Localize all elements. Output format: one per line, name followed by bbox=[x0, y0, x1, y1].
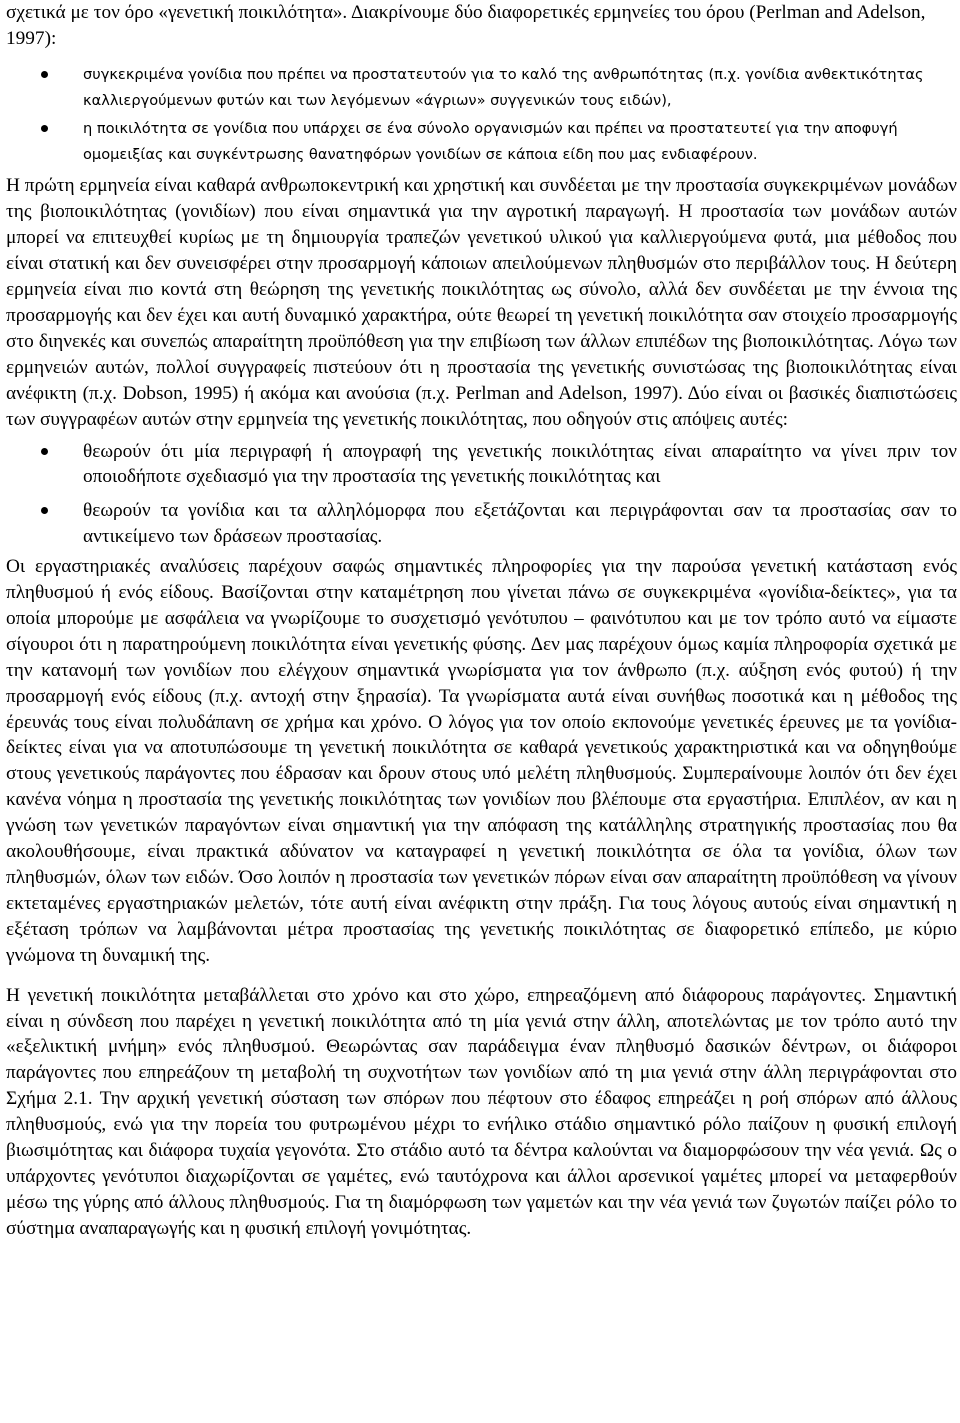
list-item: θεωρούν τα γονίδια και τα αλληλόμορφα που εξετάζονται και περιγράφονται σαν τα προστασίας σαν το αντικείμενο των δράσεων προστασίας. bbox=[6, 498, 957, 550]
intro-paragraph: σχετικά με τον όρο «γενετική ποικιλότητα». Διακρίνουμε δύο διαφορετικές ερμηνείες του όρου (Perlman and Adelson, 1997): bbox=[6, 2, 926, 49]
bullet-list-interpretations bbox=[6, 62, 957, 168]
body-paragraph-1: Η πρώτη ερμηνεία είναι καθαρά ανθρωποκεντρική και χρηστική και συνδέεται με την προστασία συγκεκριμένων μονάδων της βιοποικιλότητας (γονιδίων) που είναι σημαντικά για την αγροτική παραγωγή. Η προστασία των μονάδων αυτών μπορεί να επιτευχθεί κυρίως με τη δημιουργία τραπεζών γενετικού υλικού για καλλιεργούμενα φυτά, μια μέθοδος που είναι στατική και δεν συνεισφέρει στην προσαρμογή κάποιων απειλούμενων πληθυσμών στο περιβάλλον τους. Η δεύτερη ερμηνεία είναι πιο κοντά στη θεώρηση της γενετικής ποικιλότητας ως σύνολο, αλλά δεν συνδέεται με την έννοια της προσαρμογής και δεν έχει και αυτή δυναμικό χαρακτήρα, ούτε θεωρεί τη γενετική ποικιλότητα σαν στοιχείο προσαρμογής στο διηνεκές και συνεπώς απαραίτητη προϋπόθεση για την επιβίωση των άλλων επιπέδων της βιοποικιλότητας. Λόγω των ερμηνειών αυτών, πολλοί συγγραφείς πιστεύουν ότι η προστασία της γενετικής συνιστώσας της βιοποικιλότητας είναι ανέφικτη (π.χ. Dobson, 1995) ή ακόμα και ανούσια (π.χ. Perlman and Adelson, 1997). Δύο είναι οι βασικές διαπιστώσεις των συγγραφέων αυτών στην ερμηνεία της γενετικής ποικιλότητας, που οδηγούν στις απόψεις αυτές: bbox=[6, 175, 957, 430]
list-item: η ποικιλότητα σε γονίδια που υπάρχει σε ένα σύνολο οργανισμών και πρέπει να προστατευτεί για την αποφυγή ομομειξίας και συγκέντρωσης θανατηφόρων γονιδίων σε κάποια είδη που μας ενδιαφέρουν. bbox=[6, 116, 957, 168]
body-paragraph-2: Οι εργαστηριακές αναλύσεις παρέχουν σαφώς σημαντικές πληροφορίες για την παρούσα γενετική κατάσταση ενός πληθυσμού ή ενός είδους. Βασίζονται στην καταμέτρηση που γίνεται πάνω σε συγκεκριμένα «γονίδια-δείκτες», για τα οποία μπορούμε με ασφάλεια να γνωρίζουμε το συσχετισμό γενότυπου – φαινότυπου και με τον τρόπο αυτό να είμαστε σίγουροι ότι η παρατηρούμενη ποικιλότητα είναι γενετικής φύσης. Δεν μας παρέχουν όμως καμία πληροφορία σχετικά με την κατανομή των γονιδίων που ελέγχουν σημαντικά γνωρίσματα για τον άνθρωπο (π.χ. αύξηση ενός φυτού) ή την προσαρμογή ενός είδους (π.χ. αντοχή στην ξηρασία). Τα γνωρίσματα αυτά είναι συνήθως ποσοτικά και η μέθοδος της έρευνάς τους είναι πολυδάπανη σε χρήμα και χρόνο. Ο λόγος για τον οποίο εκπονούμε γενετικές έρευνες με τα γονίδια-δείκτες είναι για να αποτυπώσουμε τη γενετική ποικιλότητα σε καθαρά γενετικούς χαρακτηριστικά και να οδηγηθούμε στους γενετικούς παράγοντες που έδρασαν και δρουν στους υπό μελέτη πληθυσμούς. Συμπεραίνουμε λοιπόν ότι δεν έχει κανένα νόημα η προστασία της γενετικής ποικιλότητας των γονιδίων που βλέπουμε στα εργαστήρια. Επιπλέον, αν και η γνώση των γενετικών παραγόντων είναι σημαντική για την απόφαση της κατάλληλης στρατηγικής προστασίας που θα ακολουθήσουμε, είναι πρακτικά αδύνατον να καταγραφεί η γενετική ποικιλότητα σε όλα τα γονίδια, όλων των πληθυσμών, όλων των ειδών. Όσο λοιπόν η προστασία των γενετικών πόρων είναι σαν απαραίτητη προϋπόθεση να γίνουν εκτεταμένες εργαστηριακών μελετών, τότε αυτή είναι ανέφικτη στην πράξη. Για τους λόγους αυτούς είναι σημαντική η εξέταση τρόπων να λαμβάνονται μέτρα προστασίας της γενετικής ποικιλότητας σε διαφορετικό επίπεδο, με κύριο γνώμονα τη δυναμική της. bbox=[6, 556, 957, 966]
list-item: θεωρούν ότι μία περιγραφή ή απογραφή της γενετικής ποικιλότητας είναι απαραίτητο να γίνει πριν τον οποιοδήποτε σχεδιασμό για την προστασία της γενετικής ποικιλότητας και bbox=[6, 439, 957, 491]
body-paragraph-3: Η γενετική ποικιλότητα μεταβάλλεται στο χρόνο και στο χώρο, επηρεαζόμενη από διάφορους παράγοντες. Σημαντική είναι η σύνδεση που παρέχει η γενετική ποικιλότητα από τη μία γενιά στην άλλη, αποτελώντας με τον τρόπο αυτό την «εξελικτική μνήμη» ενός πληθυσμού. Θεωρώντας σαν παράδειγμα έναν πληθυσμό δασικών δέντρων, οι διάφοροι παράγοντες που επηρεάζουν τη μεταβολή τη συχνοτήτων των γονιδίων από τη μια γενιά στην άλλη περιγράφονται στο Σχήμα 2.1. Την αρχική γενετική σύσταση των σπόρων που πέφτουν στο έδαφος επηρεάζει η ροή σπόρων από άλλους πληθυσμούς, ενώ για την πορεία του φυτρωμένου μέχρι το ενήλικο στάδιο σημαντικό ρόλο παίζουν η φυσική επιλογή βιωσιμότητας και διάφορα τυχαία γεγονότα. Στο στάδιο αυτό τα δέντρα καλούνται να διαμορφώσουν την νέα γενιά. Ως ο υπάρχοντες γενότυποι διαχωρίζονται σε γαμέτες, ενώ ταυτόχρονα και άλλοι αρσενικοί γαμέτες μπορεί να μεταφερθούν μέσω της γύρης από άλλους πληθυσμούς. Για τη διαμόρφωση των γαμετών και την νέα γενιά των ζυγωτών παίζει ρόλο το σύστημα αναπαραγωγής και η φυσική επιλογή γονιμότητας. bbox=[6, 984, 957, 1239]
bullet-list-views bbox=[6, 439, 957, 551]
list-item: συγκεκριμένα γονίδια που πρέπει να προστατευτούν για το καλό της ανθρωπότητας (π.χ. γονίδια ανθεκτικότητας καλλιεργούμενων φυτών και των λεγόμενων «άγριων» συγγενικών τους ειδών), bbox=[6, 62, 957, 114]
